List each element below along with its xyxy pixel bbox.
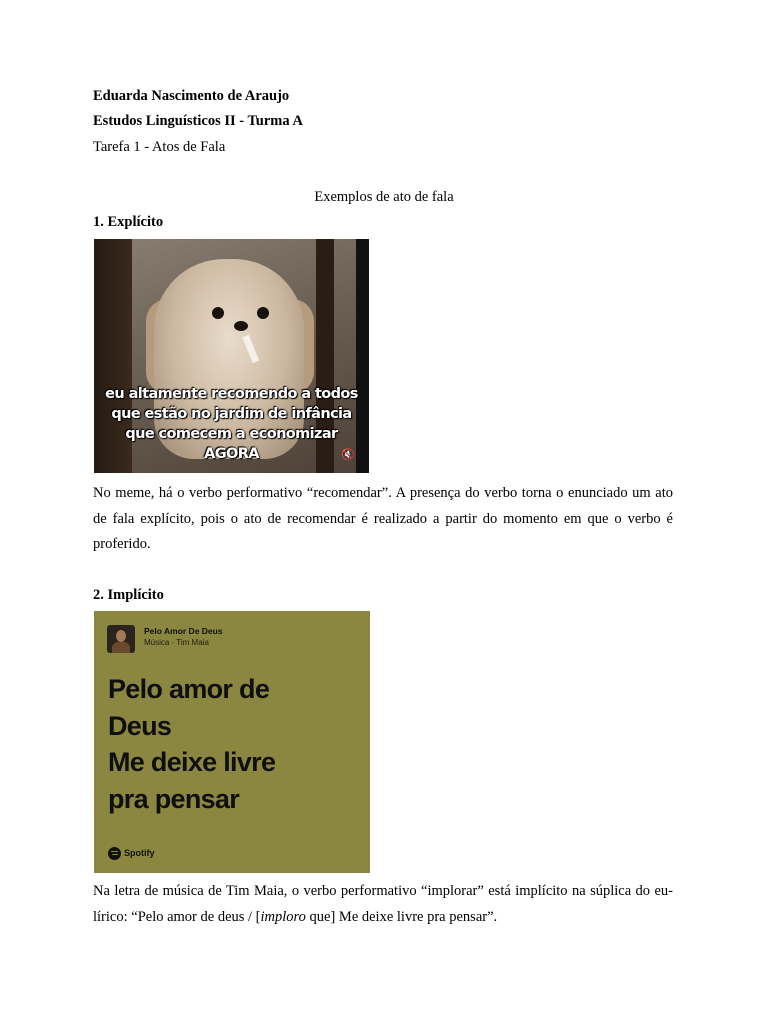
paragraph-implicit-text: Na letra de música de Tim Maia, o verbo performativo “implorar” está implícito na súplica do eu-lírico: “Pelo amor de deus / [ xyxy=(93,883,673,925)
meme-image xyxy=(94,239,369,473)
lyric-text xyxy=(108,671,363,817)
paragraph-implicit xyxy=(93,879,673,930)
meme-caption xyxy=(94,384,369,464)
album-thumbnail xyxy=(107,625,135,653)
meme-caption-line: AGORA xyxy=(204,446,259,462)
lyric-line: Pelo amor de xyxy=(108,674,270,704)
song-title: Pelo Amor De Deus xyxy=(144,626,223,636)
spotify-logo-icon xyxy=(108,847,121,860)
course-name: Estudos Linguísticos II - Turma A xyxy=(93,113,303,129)
section-heading-explicit: 1. Explícito xyxy=(93,214,164,230)
lyric-line: pra pensar xyxy=(108,783,240,814)
document-title: Exemplos de ato de fala xyxy=(314,189,454,205)
task-name: Tarefa 1 - Atos de Fala xyxy=(93,139,226,155)
spotify-brand: Spotify xyxy=(124,848,155,858)
spotify-lyric-card xyxy=(94,611,370,873)
song-meta: Música · Tim Maia xyxy=(144,638,209,647)
paragraph-implicit-text-end: que] Me deixe livre pra pensar”. xyxy=(305,908,498,925)
paragraph-implicit-italic: imploro xyxy=(260,908,306,925)
section-heading-implicit: 2. Implícito xyxy=(93,587,164,603)
lyric-line: Deus xyxy=(108,710,172,741)
meme-caption-line: que estão no jardim de infância xyxy=(111,406,352,422)
mute-icon[interactable]: 🔇 xyxy=(341,448,355,461)
meme-caption-line: que comecem a economizar xyxy=(125,426,338,442)
lyric-line: Me deixe livre xyxy=(108,747,276,777)
paragraph-explicit: No meme, há o verbo performativo “recomendar”. A presença do verbo torna o enunciado um ato de fala explícito, pois o ato de recomendar é realizado a partir do momento em que o verbo é proferido. xyxy=(93,485,673,552)
author-name: Eduarda Nascimento de Araujo xyxy=(93,88,290,104)
meme-caption-line: eu altamente recomendo a todos xyxy=(105,386,358,402)
